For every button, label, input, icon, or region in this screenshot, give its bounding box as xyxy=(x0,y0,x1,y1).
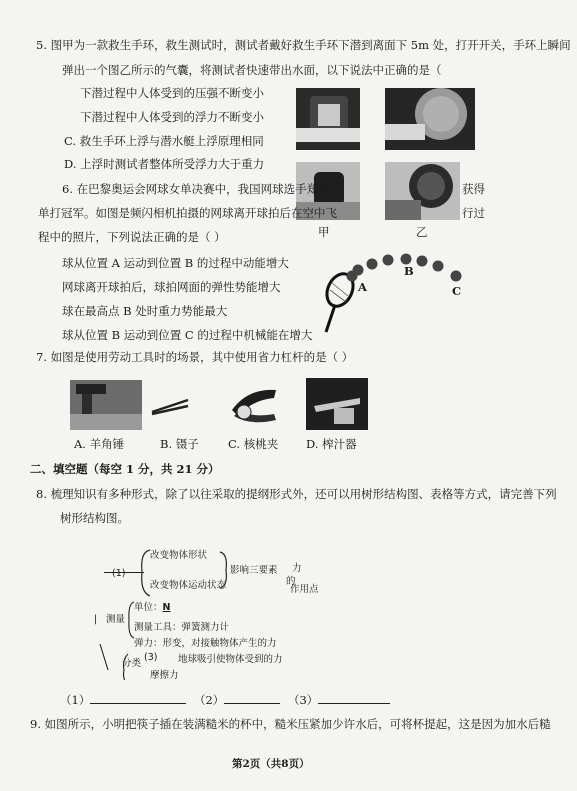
q7-photo-juicer xyxy=(306,378,368,430)
juicer-image xyxy=(306,378,368,430)
q8-stem-line-1: 8. 梳理知识有多种形式，除了以往采取的提纲形式外，还可以用树形结构图、表格等方式，请完善下列 xyxy=(36,487,557,501)
tree-three-factors: 影响三要素 xyxy=(230,565,278,576)
q7-label-a: A. 羊角锤 xyxy=(74,437,125,451)
tree-brace-classify xyxy=(98,640,138,680)
tweezers-image xyxy=(150,396,192,416)
q6-stem-line-1-tail: 获得 xyxy=(462,182,485,196)
q6-stem-line-3: 程中的照片，下列说法正确的是（ ） xyxy=(38,230,226,244)
tree-classify: 分类 xyxy=(122,658,142,669)
q8-answer-2-blank[interactable] xyxy=(224,692,280,704)
q5-photo-wrist-device xyxy=(296,88,360,150)
tree-node-3: (3) xyxy=(144,652,158,663)
q8-answer-row xyxy=(60,692,390,708)
q5-stem-line-2: 弹出一个图乙所示的气囊，将测试者快速带出水面，以下说法中正确的是（ xyxy=(62,63,442,77)
q5-figure-label-jia: 甲 xyxy=(318,225,330,239)
q6-option-c: 球在最高点 B 处时重力势能最大 xyxy=(62,304,228,318)
q8-answer-1-label: （1） xyxy=(60,693,91,707)
tree-root-bracket: | xyxy=(94,614,98,625)
tree-measure: 测量 xyxy=(106,614,126,625)
q7-stem: 7. 如图是使用劳动工具时的场景，其中使用省力杠杆的是（ ） xyxy=(36,350,354,364)
q6-point-b-label: B xyxy=(404,264,414,278)
hand-airbag-image xyxy=(385,162,460,220)
q5-photo-hand-airbag xyxy=(385,162,460,220)
q8-answer-3-blank[interactable] xyxy=(318,692,390,704)
tree-de-label: 的 xyxy=(286,576,296,587)
q5-stem-line-1: 5. 图甲为一款救生手环，救生测试时，测试者戴好救生手环下潜到离面下 5m 处，打开开关，手环上瞬间 xyxy=(36,38,571,52)
q8-answer-2-label: （2） xyxy=(193,693,225,707)
q8-stem-line-2: 树形结构图。 xyxy=(60,511,129,525)
q6-point-c-label: C xyxy=(452,284,462,298)
q5-option-a: 下潜过程中人体受到的压强不断变小 xyxy=(80,86,264,100)
q7-label-d: D. 榨汁器 xyxy=(306,437,357,451)
q9-stem: 9. 如图所示，小明把筷子插在装满糙米的杯中，糙米压紧加少许水后，可将杯提起，这是因为加水后糙 xyxy=(30,717,551,731)
tree-force-label: 力 xyxy=(292,563,302,574)
q6-option-b: 网球离开球拍后，球拍网面的弹性势能增大 xyxy=(62,280,281,294)
q7-photo-claw-hammer xyxy=(70,380,142,430)
q6-stem-line-2: 单打冠军。如图是频闪相机拍摄的网球离开球拍后在空中飞 xyxy=(38,206,337,220)
tree-node-1: (1) xyxy=(112,568,126,579)
q5-option-d: D. 上浮时测试者整体所受浮力大于重力 xyxy=(64,157,265,171)
q6-option-a: 球从位置 A 运动到位置 B 的过程中动能增大 xyxy=(62,256,289,270)
tree-gravity: 地球吸引使物体受到的力 xyxy=(178,654,283,665)
tree-unit-value: N xyxy=(162,602,171,613)
q6-stem-line-2-tail: 行过 xyxy=(462,206,485,220)
nutcracker-image xyxy=(228,380,280,430)
wrist-device-image xyxy=(296,88,360,150)
q7-photo-tweezers xyxy=(150,396,192,416)
q6-point-a-label: A xyxy=(358,280,367,294)
q8-answer-3-label: （3） xyxy=(287,693,319,707)
claw-hammer-image xyxy=(70,380,142,430)
tree-change-motion: 改变物体运动状态 xyxy=(150,580,227,591)
q6-stem-line-1: 6. 在巴黎奥运会网球女单决赛中，我国网球选手郑钦文 xyxy=(62,182,342,196)
q8-answer-1-blank[interactable] xyxy=(90,692,186,704)
q5-figure-label-yi: 乙 xyxy=(416,225,428,239)
section-2-title: 二、填空题（每空 1 分，共 21 分） xyxy=(30,462,220,476)
q7-label-c: C. 核桃夹 xyxy=(228,437,279,451)
tree-unit-label: 单位： xyxy=(134,602,163,613)
q7-label-b: B. 镊子 xyxy=(160,437,199,451)
tree-elastic: 弹力：形变，对接触物体产生的力 xyxy=(134,638,277,649)
tree-action-point: 作用点 xyxy=(290,584,319,595)
airbag-image xyxy=(385,88,475,150)
q6-option-d: 球从位置 B 运动到位置 C 的过程中机械能在增大 xyxy=(62,328,313,342)
page-footer: 第2页（共8页） xyxy=(232,758,310,770)
q5-option-c: C. 救生手环上浮与潜水艇上浮原理相同 xyxy=(64,134,264,148)
q5-option-b: 下潜过程中人体受到的浮力不断变小 xyxy=(80,110,264,124)
q6-tennis-figure xyxy=(318,248,468,338)
tree-tool: 测量工具：弹簧测力计 xyxy=(134,622,230,633)
tree-change-shape: 改变物体形状 xyxy=(150,550,208,561)
q5-photo-airbag xyxy=(385,88,475,150)
tree-friction: 摩擦力 xyxy=(150,670,179,681)
tree-unit xyxy=(134,600,170,615)
q7-photo-nutcracker xyxy=(228,380,280,430)
